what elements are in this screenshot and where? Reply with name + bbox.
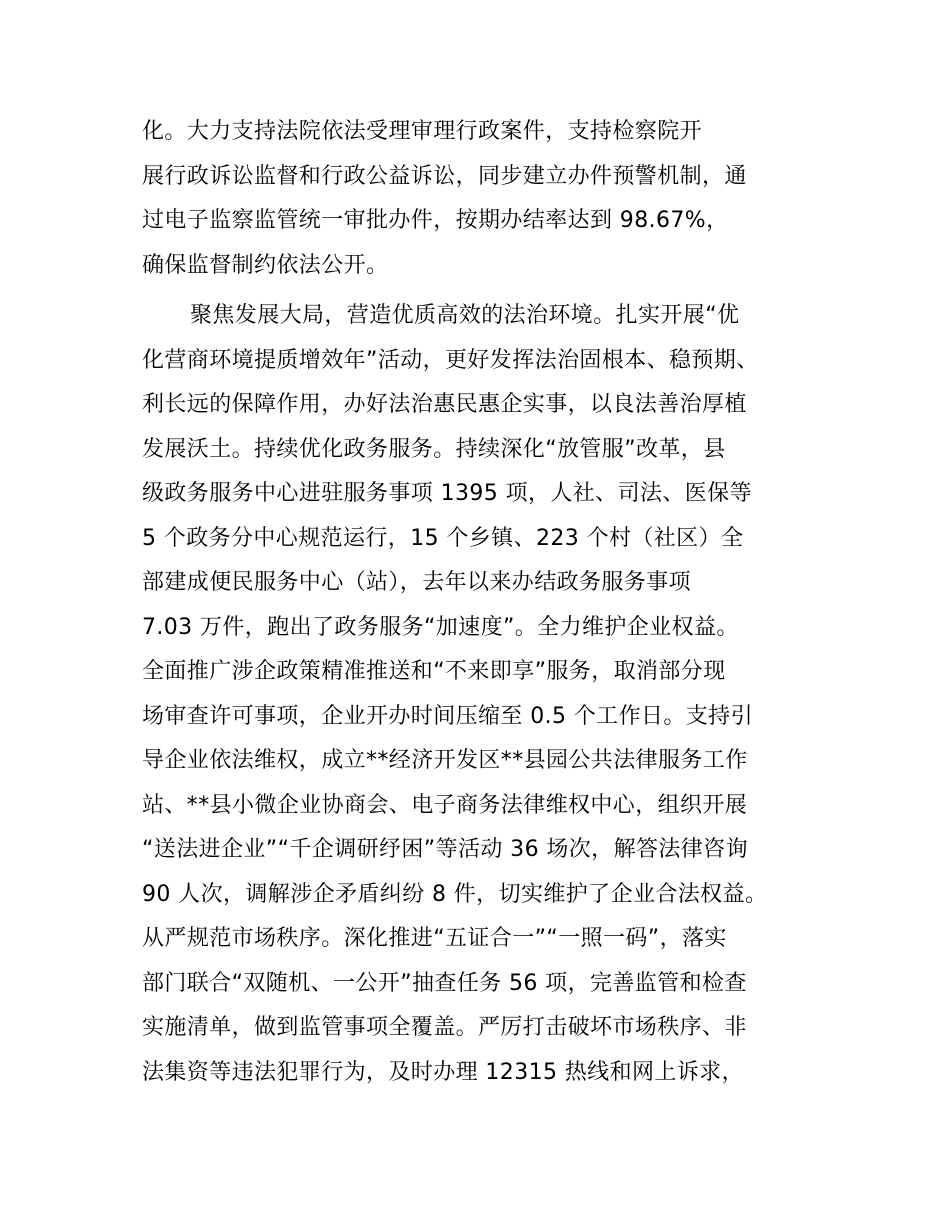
text-line: 实施清单，做到监管事项全覆盖。严厉打击破坏市场秩序、非 (142, 1015, 747, 1040)
text-line: 化营商环境提质增效年”活动，更好发挥法治固根本、稳预期、 (142, 347, 759, 373)
text-line: 部门联合“双随机、一公开”抽查任务 56 项，完善监管和检查 (142, 970, 747, 996)
text-line: 聚焦发展大局，营造优质高效的法治环境。扎实开展“优 (190, 303, 740, 328)
text-line: 发展沃土。持续优化政务服务。持续深化“放管服”改革，县 (142, 436, 726, 462)
text-line: 级政务服务中心进驻服务事项 1395 项，人社、司法、医保等 (142, 481, 752, 506)
text-line: 90 人次，调解涉企矛盾纠纷 8 件，切实维护了企业合法权益。 (142, 881, 768, 907)
text-line: 导企业依法维权，成立**经济开发区**县园公共法律服务工作 (142, 748, 748, 773)
paragraph-2 (142, 294, 832, 1095)
text-line: 全面推广涉企政策精准推送和“不来即享”服务，取消部分现 (142, 659, 726, 684)
text-line: 利长远的保障作用，办好法治惠民惠企实事，以良法善治厚植 (142, 392, 747, 417)
text-line: 展行政诉讼监督和行政公益诉讼，同步建立办件预警机制，通 (142, 163, 747, 189)
text-line: 5 个政务分中心规范运行，15 个乡镇、223 个村（社区）全 (142, 525, 744, 551)
text-line: 从严规范市场秩序。深化推进“五证合一”“一照一码”，落实 (142, 926, 727, 951)
paragraph-1 (142, 110, 832, 288)
text-line: 场审查许可事项，企业开办时间压缩至 0.5 个工作日。支持引 (142, 703, 753, 729)
text-line: “送法进企业”“千企调研纾困”等活动 36 场次，解答法律咨询 (142, 837, 748, 862)
text-line: 确保监督制约依法公开。 (142, 252, 389, 278)
text-line: 法集资等违法犯罪行为，及时办理 12315 热线和网上诉求， (142, 1059, 744, 1085)
text-line: 化。大力支持法院依法受理审理行政案件，支持检察院开 (142, 119, 703, 144)
text-line: 站、**县小微企业协商会、电子商务法律维权中心，组织开展 (142, 792, 748, 818)
document-body (142, 110, 832, 1095)
text-line: 7.03 万件，跑出了政务服务“加速度”。全力维护企业权益。 (142, 614, 739, 640)
text-line: 部建成便民服务中心（站），去年以来办结政务服务事项 (142, 570, 692, 595)
text-line: 过电子监察监管统一审批办件，按期办结率达到 98.67%， (142, 208, 729, 233)
